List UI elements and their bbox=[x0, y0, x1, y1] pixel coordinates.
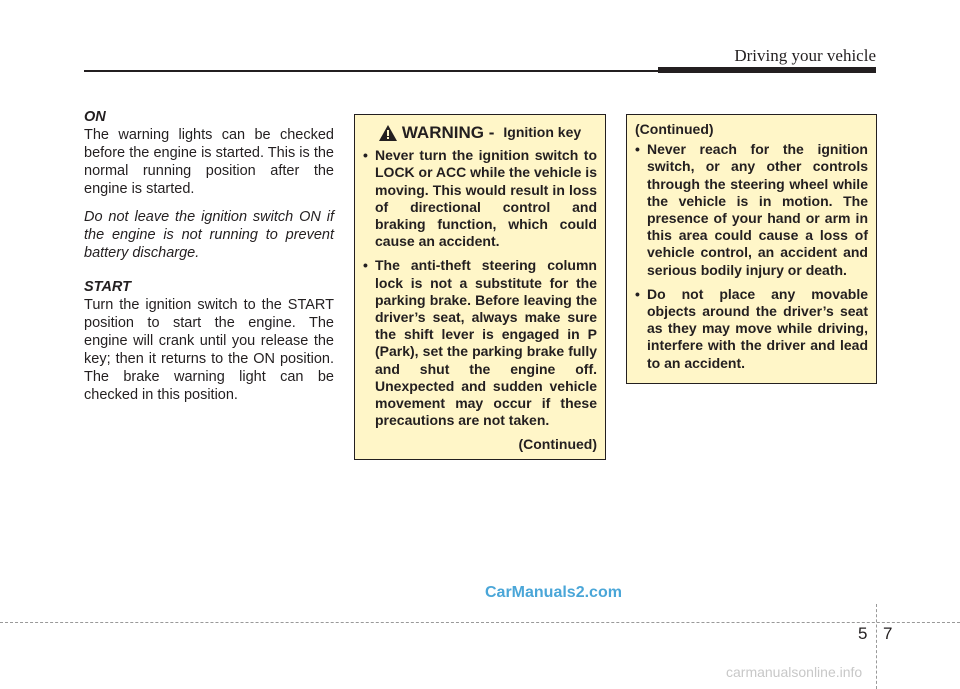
warning-bullet-text: The anti-theft steering column lock is not a substitute for the parking brake. Before leaving the driver’s seat, always make sure the shift lever is engaged in P (Park), set the parking brake fully and shut the engine off. Unexpected and sudden vehicle movement may occur if these precautions are not taken. bbox=[375, 257, 597, 429]
warning-box-ignition-key bbox=[354, 114, 606, 460]
warning-triangle-icon bbox=[379, 125, 397, 141]
chapter-number: 5 bbox=[858, 624, 868, 643]
start-text: Turn the ignition switch to the START position to start the engine. The engine will crank until you release the key; then it returns to the ON position. The brake warning light can be checked in this position. bbox=[84, 297, 334, 403]
footer-site-watermark: carmanualsonline.info bbox=[726, 664, 863, 680]
warning-bullet-text: Never reach for the ignition switch, or any other controls through the steering wheel while the vehicle is in motion. The presence of your hand or arm in this area could cause a loss of vehicle control, an accident and serious bodily injury or death. bbox=[647, 141, 868, 278]
warning-bullet: • Never reach for the ignition switch, or any other controls through the steering wheel while the vehicle is in motion. The presence of your hand or arm in this area could cause a loss of vehicle control, an accident and serious bodily injury or death. bbox=[635, 141, 868, 278]
page-number-divider bbox=[876, 604, 877, 689]
watermark-logo[interactable]: CarManuals2.com bbox=[485, 584, 622, 601]
page-number: 7 bbox=[883, 624, 893, 643]
on-text: The warning lights can be checked before the engine is started. This is the normal running position after the engine is started. bbox=[84, 127, 334, 197]
section-title: Driving your vehicle bbox=[734, 46, 876, 65]
warning-subtitle: Ignition key bbox=[503, 124, 582, 140]
warning-title bbox=[363, 124, 597, 141]
warning-bullet: • Do not place any movable objects around the driver’s seat as they may move while driving, interfere with the driver and lead to an accident. bbox=[635, 285, 868, 371]
on-heading: ON bbox=[84, 109, 106, 125]
warning-box-continued bbox=[626, 114, 877, 384]
on-italic-note: Do not leave the ignition switch ON if the engine is not running to prevent battery discharge. bbox=[84, 209, 334, 261]
continued-label: (Continued) bbox=[518, 436, 597, 453]
warning-bullet-text: Do not place any movable objects around the driver’s seat as they may move while driving, interfere with the driver and lead to an accident. bbox=[647, 285, 868, 371]
warning-label: WARNING - bbox=[401, 123, 495, 142]
footer-divider bbox=[0, 622, 960, 623]
continued-label: (Continued) bbox=[635, 121, 714, 137]
start-heading: START bbox=[84, 279, 131, 295]
warning-bullet: • Never turn the ignition switch to LOCK or ACC while the vehicle is moving. This would result in loss of directional control and braking function, which could cause an accident. bbox=[363, 147, 597, 250]
header-rule-accent bbox=[658, 67, 876, 73]
warning-bullet-text: Never turn the ignition switch to LOCK or ACC while the vehicle is moving. This would result in loss of directional control and braking function, which could cause an accident. bbox=[375, 147, 597, 250]
left-column bbox=[84, 108, 334, 404]
warning-bullet: • The anti-theft steering column lock is not a substitute for the parking brake. Before leaving the driver’s seat, always make sure the shift lever is engaged in P (Park), set the parking brake fully and shut the engine off. Unexpected and sudden vehicle movement may occur if these precautions are not taken. bbox=[363, 257, 597, 429]
